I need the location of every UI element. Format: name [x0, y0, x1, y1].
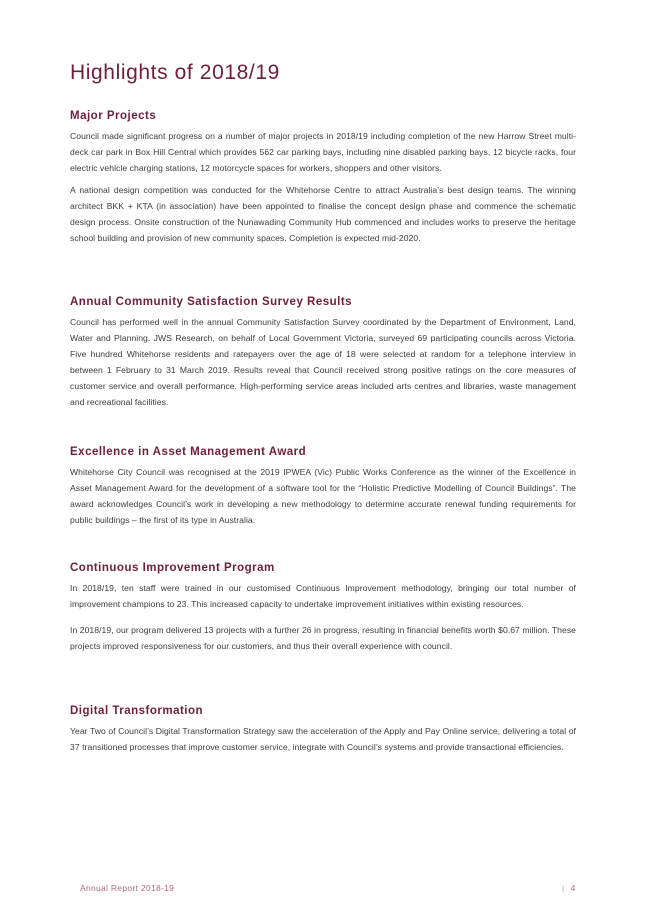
footer-page-number-group — [562, 883, 575, 893]
section-satisfaction-survey — [70, 296, 576, 416]
section-heading: Excellence in Asset Management Award — [70, 446, 307, 458]
section-asset-management-award — [70, 446, 576, 534]
section-heading: Major Projects — [70, 110, 157, 122]
section-paragraph: In 2018/19, ten staff were trained in our customised Continuous Improvement methodology, bringing our total number of improvement champions to 23. This increased capacity to undertake improvement initiatives within existing resources. — [70, 583, 576, 609]
section-digital-transformation — [70, 705, 576, 761]
footer-page-number: 4 — [570, 883, 576, 893]
section-paragraph: Year Two of Council’s Digital Transformation Strategy saw the acceleration of the Apply and Pay Online service, delivering a total of 37 transitioned processes that improve customer service, integrate with Council’s systems and provide transactional efficiencies. — [70, 726, 576, 752]
page-title: Highlights of 2018/19 — [70, 61, 280, 84]
section-paragraph: Council has performed well in the annual Community Satisfaction Survey coordinated by the Department of Environment, Land, Water and Planning. JWS Research, on behalf of Local Government Victoria, surveyed 69 participating councils across Victoria. Five hundred Whitehorse residents and ratepayers over the age of 18 were selected at random for a telephone interview in between 1 February to 31 March 2019. Results reveal that Council received strong positive ratings on the core measures of customer service and overall performance. High-performing service areas included arts centres and libraries, waste management and recreational facilities. — [70, 317, 576, 407]
section-paragraph: Whitehorse City Council was recognised at the 2019 IPWEA (Vic) Public Works Conference as the winner of the Excellence in Asset Management Award for the development of a software tool for the “Holistic Predictive Modelling of Council Buildings”. The award acknowledges Council’s work in developing a new methodology to determine accurate renewal funding requirements for public buildings – the first of its type in Australia. — [70, 467, 576, 525]
section-major-projects — [70, 110, 576, 252]
section-heading: Digital Transformation — [70, 705, 204, 717]
footer-report-name: Annual Report 2018-19 — [80, 883, 175, 893]
section-paragraph: In 2018/19, our program delivered 13 projects with a further 26 in progress, resulting in financial benefits worth $0.67 million. These projects improved responsiveness for our customers, and thus their overall experience with council. — [70, 625, 576, 651]
section-continuous-improvement — [70, 562, 576, 660]
footer-separator: | — [562, 883, 565, 893]
section-paragraph: A national design competition was conducted for the Whitehorse Centre to attract Australia’s best design teams. The winning architect BKK + KTA (in association) have been appointed to finalise the concept design phase and commence the schematic design process. Onsite construction of the Nunawading Community Hub commenced and includes works to preserve the heritage school building and provision of new community spaces. Completion is expected mid-2020. — [70, 185, 576, 243]
section-heading: Annual Community Satisfaction Survey Results — [70, 296, 353, 308]
section-heading: Continuous Improvement Program — [70, 562, 275, 574]
section-paragraph: Council made significant progress on a number of major projects in 2018/19 including completion of the new Harrow Street multi-deck car park in Box Hill Central which provides 562 car parking bays, including nine disabled parking bays, 12 bicycle racks, four electric vehicle charging stations, 12 motorcycle spaces for workers, shoppers and other visitors. — [70, 131, 576, 173]
